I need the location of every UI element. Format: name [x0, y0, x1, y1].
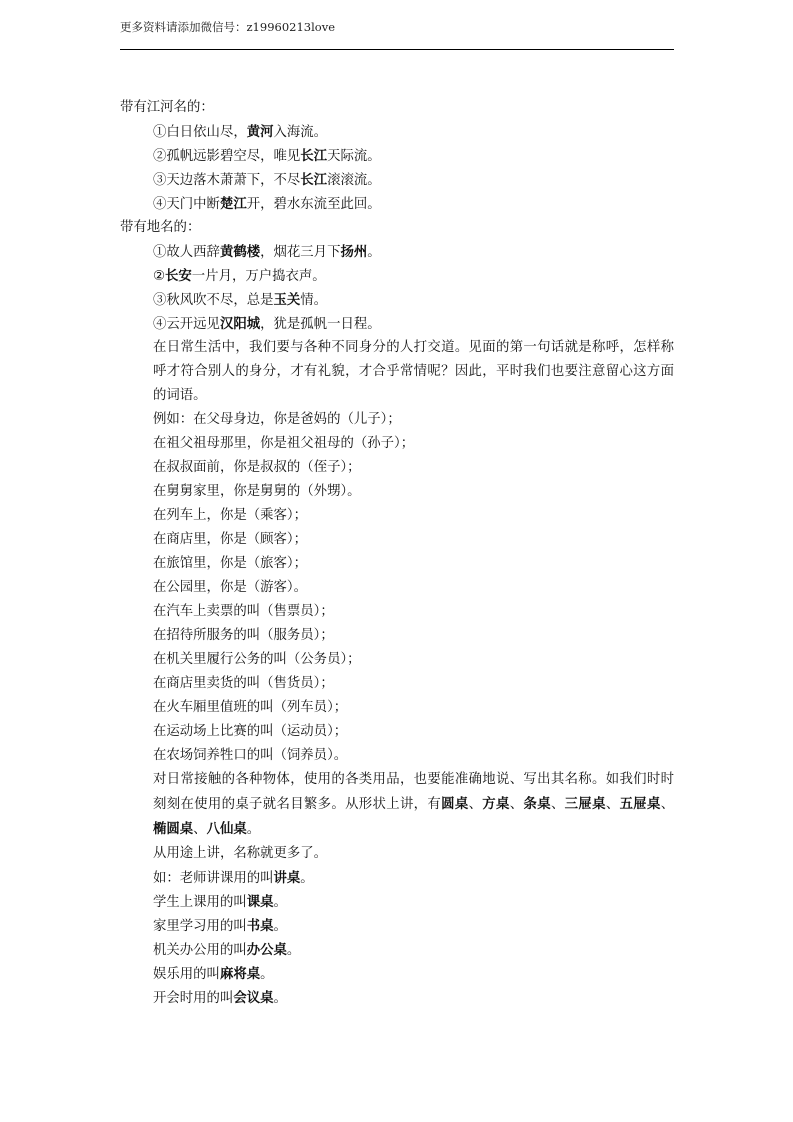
paragraph-p15	[120, 480, 674, 504]
paragraph-p18	[120, 552, 674, 576]
header-divider	[120, 49, 674, 50]
paragraph-p12	[120, 408, 674, 432]
text-run: 如：老师讲课用的叫	[153, 871, 274, 886]
text-run: 在旅馆里，你是（旅客）；	[153, 556, 307, 571]
paragraph-p01	[120, 96, 674, 120]
paragraph-p26	[120, 744, 674, 768]
paragraph-p21	[120, 624, 674, 648]
text-run: 情。	[300, 293, 328, 308]
page-header: 更多资料请添加微信号：z19960213love	[120, 20, 335, 34]
text-run: 在商店里卖货的叫（售货员）；	[153, 676, 334, 691]
text-run: 在火车厢里值班的叫（列车员）；	[153, 700, 348, 715]
bold-term: 玉关	[273, 292, 301, 308]
text-run: 一片月，万户捣衣声。	[191, 269, 326, 284]
bold-term: 书桌	[246, 918, 274, 934]
bold-term: 长江	[300, 148, 328, 164]
paragraph-p33	[120, 962, 674, 986]
text-run: 。	[300, 871, 314, 886]
text-run: 在汽车上卖票的叫（售票员）；	[153, 604, 334, 619]
paragraph-p09	[120, 288, 674, 312]
text-run: ，烟花三月下	[260, 245, 341, 260]
text-run: ②孤帆远影碧空尽，唯见	[153, 149, 301, 164]
paragraph-p32	[120, 938, 674, 962]
bold-term: 三屉桌	[564, 796, 606, 812]
text-run: 例如：在父母身边，你是爸妈的（儿子）；	[153, 412, 401, 427]
text-run: 、	[193, 822, 207, 837]
bold-term: 黄鹤楼	[219, 244, 261, 260]
bold-term: 楚江	[219, 196, 247, 212]
paragraph-p23	[120, 672, 674, 696]
text-run: 带有地名的：	[120, 220, 201, 235]
text-run: 家里学习用的叫	[153, 919, 247, 934]
text-run: ④云开远见	[153, 317, 220, 332]
text-run: ④天门中断	[153, 197, 220, 212]
bold-term: 麻将桌	[219, 966, 261, 982]
paragraph-p22	[120, 648, 674, 672]
bold-term: 条桌	[523, 796, 551, 812]
paragraph-p25	[120, 720, 674, 744]
text-run: 从用途上讲，名称就更多了。	[153, 846, 328, 861]
text-run: 在叔叔面前，你是叔叔的（侄子）；	[153, 460, 361, 475]
text-run: 天际流。	[327, 149, 381, 164]
paragraph-p19	[120, 576, 674, 600]
text-run: 在公园里，你是（游客）。	[153, 580, 307, 595]
paragraph-p14	[120, 456, 674, 480]
bold-term: 长江	[300, 172, 328, 188]
paragraph-p17	[120, 528, 674, 552]
paragraph-p29	[120, 866, 674, 890]
text-run: ③天边落木萧萧下，不尽	[153, 173, 301, 188]
text-run: 。	[273, 895, 287, 910]
text-run: 娱乐用的叫	[153, 967, 220, 982]
paragraph-p04	[120, 168, 674, 192]
text-run: 。	[273, 919, 287, 934]
paragraph-p11	[120, 336, 674, 408]
paragraph-p13	[120, 432, 674, 456]
paragraph-p03	[120, 144, 674, 168]
text-run: 在农场饲养牲口的叫（饲养员）。	[153, 748, 348, 763]
paragraph-p16	[120, 504, 674, 528]
text-run: 在日常生活中，我们要与各种不同身分的人打交道。见面的第一句话就是称呼，怎样称呼才符合别人的身分，才有礼貌，才合乎常情呢？因此，平时我们也要注意留心这方面的词语。	[153, 340, 674, 403]
text-run: 。	[273, 991, 287, 1006]
text-run: 在运动场上比赛的叫（运动员）；	[153, 724, 348, 739]
paragraph-p05	[120, 192, 674, 216]
document-body	[120, 96, 674, 1010]
paragraph-p10	[120, 312, 674, 336]
text-run: 在机关里履行公务的叫（公务员）；	[153, 652, 361, 667]
text-run: 开，碧水东流至此回。	[246, 197, 381, 212]
bold-term: 黄河	[246, 124, 274, 140]
paragraph-p08	[120, 264, 674, 288]
text-run: 机关办公用的叫	[153, 943, 247, 958]
text-run: 、	[605, 797, 620, 812]
bold-term: 五屉桌	[619, 796, 661, 812]
text-run: ，犹是孤帆一日程。	[260, 317, 381, 332]
text-run: 。	[286, 943, 301, 958]
text-run: ①白日依山尽，	[153, 125, 247, 140]
bold-term: 课桌	[246, 894, 274, 910]
text-run: 学生上课用的叫	[153, 895, 247, 910]
paragraph-p28	[120, 842, 674, 866]
text-run: 。	[260, 967, 274, 982]
text-run: 在祖父祖母那里，你是祖父祖母的（孙子）；	[153, 436, 415, 451]
bold-term: 讲桌	[273, 870, 301, 886]
bold-term: 会议桌	[233, 990, 274, 1006]
text-run: ①故人西辞	[153, 245, 220, 260]
text-run: 入海流。	[273, 125, 328, 140]
text-run: 在招待所服务的叫（服务员）；	[153, 628, 334, 643]
paragraph-p27	[120, 768, 674, 842]
text-run: 。	[246, 822, 261, 837]
text-run: ②	[153, 269, 166, 284]
bold-term: 方桌	[482, 796, 510, 812]
paragraph-p34	[120, 986, 674, 1010]
text-run: 滚滚流。	[327, 173, 381, 188]
bold-term: 八仙桌	[206, 821, 247, 837]
text-run: 在列车上，你是（乘客）；	[153, 508, 307, 523]
paragraph-p07	[120, 240, 674, 264]
paragraph-p20	[120, 600, 674, 624]
text-run: 。	[367, 245, 381, 260]
bold-term: 办公桌	[246, 942, 287, 958]
text-run: 带有江河名的：	[120, 100, 214, 115]
text-run: 对日常接触的各种物体，使用的各类用品，也要能准确地说、写出其名称。如我们时时刻刻在使用的桌子就名目繁多。从形状上讲，有	[153, 772, 674, 812]
text-run: 在商店里，你是（顾客）；	[153, 532, 307, 547]
text-run: 、	[509, 797, 524, 812]
bold-term: 长安	[165, 268, 192, 284]
text-run: 、	[468, 797, 483, 812]
paragraph-p30	[120, 890, 674, 914]
text-run: 开会时用的叫	[153, 991, 234, 1006]
text-run: 、	[550, 797, 565, 812]
paragraph-p24	[120, 696, 674, 720]
bold-term: 扬州	[340, 244, 368, 260]
paragraph-p02	[120, 120, 674, 144]
text-run: 在舅舅家里，你是舅舅的（外甥）。	[153, 484, 361, 499]
bold-term: 圆桌	[441, 796, 469, 812]
paragraph-p31	[120, 914, 674, 938]
paragraph-p06	[120, 216, 674, 240]
text-run: 、	[660, 797, 675, 812]
text-run: ③秋风吹不尽，总是	[153, 293, 274, 308]
bold-term: 椭圆桌	[153, 821, 194, 837]
bold-term: 汉阳城	[219, 316, 261, 332]
